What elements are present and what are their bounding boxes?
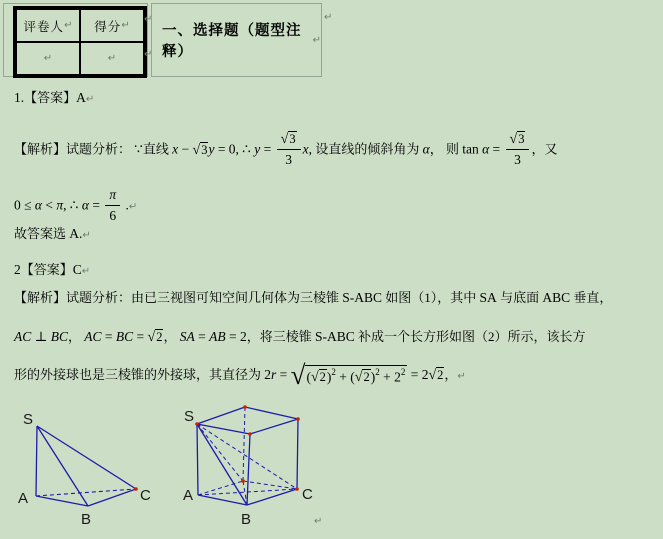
- text-token: 3: [285, 152, 292, 168]
- text-token: π: [109, 187, 117, 202]
- score-table: [13, 6, 147, 78]
- text-line: [14, 186, 137, 226]
- text-token: (: [306, 369, 311, 384]
- text-token: SA: [479, 290, 497, 305]
- text-token: S-ABC: [315, 329, 355, 344]
- paragraph-mark: ↵: [144, 14, 153, 25]
- text-line: [14, 224, 91, 244]
- figure-1-tetrahedron: [10, 400, 175, 535]
- score-table-cell-empty-score[interactable]: [80, 42, 144, 75]
- text-token: =: [88, 197, 104, 213]
- fig2-label-a: A: [183, 487, 194, 504]
- paragraph-mark: ↵: [85, 94, 95, 105]
- paragraph-mark: ↵: [312, 34, 321, 46]
- superscript: 2: [331, 366, 336, 377]
- radical: √2: [310, 370, 326, 385]
- text-token: 3: [514, 152, 521, 168]
- text-token: ，将三棱锥: [246, 329, 315, 344]
- text-token: 2: [264, 367, 272, 383]
- text-token: BC: [50, 329, 68, 344]
- text-token: 2: [14, 262, 21, 277]
- text-line: [14, 362, 466, 389]
- text-token: ，: [163, 329, 180, 344]
- text-token: 形的外接球也是三棱锥的外接球，其直径为: [14, 367, 265, 383]
- paragraph-mark: ↵: [64, 20, 73, 31]
- text-token: AC: [84, 329, 102, 344]
- text-token: S-ABC: [342, 290, 383, 305]
- paragraph-mark: ↵: [107, 53, 117, 64]
- text-token: 【答案】: [24, 90, 77, 105]
- radical: √3: [192, 142, 208, 158]
- text-token: −: [178, 141, 193, 157]
- fig1-label-b: B: [81, 511, 92, 528]
- text-token: ⊥: [31, 329, 51, 344]
- superscript: 2: [375, 366, 380, 377]
- text-token: x: [302, 141, 309, 157]
- text-token: 补成一个长方形如图（2）所示，该长方: [354, 329, 586, 344]
- score-table-cell-score: [80, 9, 144, 42]
- section-title: 一、选择题（题型注释）: [162, 23, 302, 60]
- text-token: 6: [109, 208, 117, 224]
- radical: √2: [147, 330, 163, 345]
- fig2-label-c: C: [302, 486, 313, 503]
- text-token: ): [326, 369, 332, 384]
- score-box: [3, 3, 148, 77]
- section-title-box: [151, 3, 322, 77]
- text-token: y: [208, 141, 215, 157]
- paragraph-mark: ↵: [314, 516, 323, 527]
- text-token: ， 则: [429, 141, 463, 157]
- text-token: y: [254, 141, 261, 157]
- paragraph-mark: ↵: [128, 201, 138, 213]
- fig2-label-b: B: [241, 511, 252, 528]
- text-line: [14, 288, 612, 308]
- radical: √2: [354, 370, 370, 385]
- paragraph-mark: ↵: [144, 49, 153, 60]
- text-token: α: [34, 197, 43, 213]
- text-token: tan: [462, 141, 483, 157]
- paragraph-mark: ↵: [43, 53, 53, 64]
- score-table-cell-grader: [16, 9, 80, 42]
- text-token: A.: [69, 226, 83, 241]
- header-band: [3, 3, 322, 77]
- fig1-solid-edges: [36, 426, 136, 506]
- text-token: α: [422, 141, 430, 157]
- paragraph-mark: ↵: [121, 20, 130, 31]
- paragraph-mark: ↵: [81, 266, 91, 277]
- paragraph-mark: ↵: [324, 12, 333, 23]
- text-token: ，: [67, 329, 85, 344]
- text-token: 1.: [14, 90, 25, 105]
- text-token: α: [81, 197, 89, 213]
- text-token: =: [101, 329, 116, 344]
- fraction: [277, 130, 301, 170]
- superscript: 2: [400, 366, 406, 377]
- paragraph-mark: ↵: [457, 371, 466, 383]
- score-table-cell-empty-grader[interactable]: [16, 42, 80, 75]
- text-token: ,: [308, 141, 316, 157]
- fig1-label-a: A: [18, 490, 29, 507]
- text-token: AC: [14, 329, 32, 344]
- figure-2-cuboid: [180, 398, 330, 539]
- text-token: 【解析】试题分析：由已三视图可知空间几何体为三棱锥: [14, 290, 343, 305]
- fig1-label-s: S: [23, 411, 34, 428]
- text-token: ∵: [134, 141, 143, 157]
- text-token: 设直线的倾斜角为: [315, 141, 423, 157]
- text-line: [14, 260, 90, 280]
- big-radical: $√(√2)^2 + (√2)^2 + 2^2$: [290, 360, 406, 390]
- paragraph-mark: ↵: [82, 230, 91, 241]
- text-token: BC: [115, 329, 134, 344]
- text-token: = 2: [225, 329, 247, 344]
- radical: √2: [428, 368, 444, 384]
- score-label: 得分: [94, 19, 122, 34]
- text-token: =: [276, 367, 291, 383]
- text-token: = 2: [407, 367, 429, 383]
- text-line: [14, 327, 586, 347]
- text-token: 故答案选: [14, 226, 70, 241]
- fig2-label-s: S: [184, 408, 195, 425]
- radical: √3: [509, 132, 525, 147]
- fig1-vertex-dot-c: [134, 487, 138, 491]
- text-token: ): [370, 369, 376, 384]
- text-token: r: [271, 367, 277, 383]
- text-token: A: [76, 90, 86, 105]
- fraction: [105, 186, 120, 226]
- text-token: AB: [209, 329, 226, 344]
- fig1-tetrahedron-svg: [10, 400, 175, 535]
- text-token: SA: [179, 329, 195, 344]
- text-token: ABC: [542, 290, 571, 305]
- text-token: + (: [335, 369, 355, 384]
- text-token: C: [72, 262, 82, 277]
- text-token: = 0, ∴: [214, 141, 255, 157]
- text-token: =: [489, 141, 504, 157]
- text-token: α: [482, 141, 490, 157]
- text-line: [14, 130, 558, 170]
- text-token: π: [56, 197, 64, 213]
- text-token: <: [42, 197, 57, 213]
- radical: √3: [280, 132, 296, 147]
- text-token: x: [172, 141, 179, 157]
- text-line: [14, 88, 94, 108]
- fraction: [506, 130, 530, 170]
- text-token: 直线: [142, 141, 173, 157]
- text-token: , ∴: [63, 197, 82, 213]
- text-token: 【解析】试题分析：: [14, 141, 135, 157]
- text-token: .: [122, 197, 129, 213]
- text-token: 【答案】: [20, 262, 73, 277]
- text-token: 与底面: [496, 290, 543, 305]
- text-token: =: [194, 329, 210, 344]
- text-token: 垂直，: [570, 290, 613, 305]
- text-token: =: [133, 329, 148, 344]
- text-token: 如图（1），其中: [382, 290, 480, 305]
- fig2-cuboid-svg: [180, 398, 330, 539]
- grader-label: 评卷人: [23, 19, 65, 34]
- text-token: + 2: [379, 369, 401, 384]
- fig1-label-c: C: [140, 487, 151, 504]
- text-token: ，又: [531, 141, 558, 157]
- text-token: =: [260, 141, 275, 157]
- text-token: ，: [444, 367, 458, 383]
- text-token: 0 ≤: [14, 197, 35, 213]
